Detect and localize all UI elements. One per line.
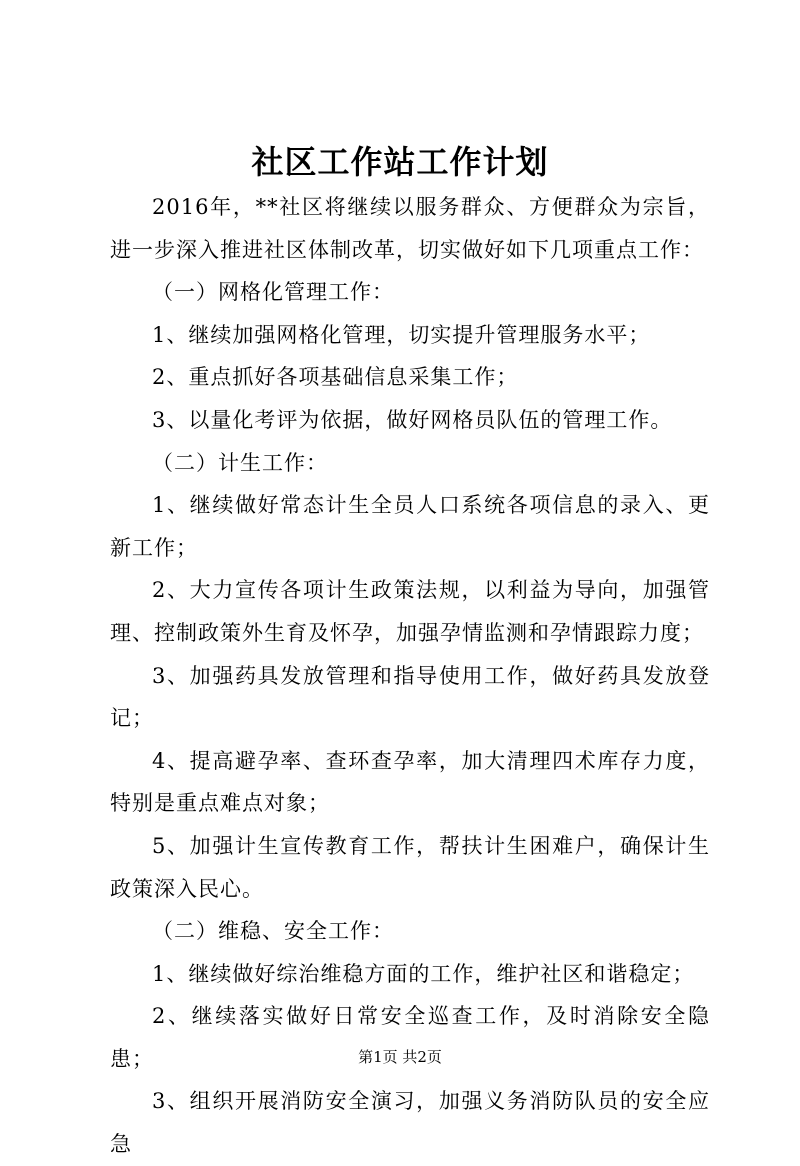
list-item: 3、组织开展消防安全演习，加强义务消防队员的安全应急 bbox=[110, 1089, 710, 1157]
list-item: 3、加强药具发放管理和指导使用工作，做好药具发放登记； bbox=[110, 663, 710, 731]
document-title: 社区工作站工作计划 bbox=[251, 143, 549, 181]
list-item: 4、提高避孕率、查环查孕率，加大清理四术库存力度，特别是重点难点对象； bbox=[110, 748, 710, 816]
document-body bbox=[110, 186, 710, 1166]
list-item: 1、继续做好常态计生全员人口系统各项信息的录入、更新工作； bbox=[110, 493, 710, 560]
list-item: 5、加强计生宣传教育工作，帮扶计生困难户，确保计生政策深入民心。 bbox=[110, 833, 710, 901]
page-footer: 第1页 共2页 bbox=[358, 1048, 442, 1066]
section-heading-stability-safety: （二）维稳、安全工作： bbox=[152, 919, 394, 944]
list-item: 1、继续做好综治维稳方面的工作，维护社区和谐稳定； bbox=[152, 961, 695, 986]
list-item: 2、大力宣传各项计生政策法规，以利益为导向，加强管理、控制政策外生育及怀孕，加强孕情监测和孕情跟踪力度； bbox=[110, 578, 710, 645]
paragraph-intro: 2016年，**社区将继续以服务群众、方便群众为宗旨，进一步深入推进社区体制改革，切实做好如下几项重点工作： bbox=[110, 195, 710, 262]
section-heading-grid: （一）网格化管理工作： bbox=[152, 280, 394, 305]
list-item: 3、以量化考评为依据，做好网格员队伍的管理工作。 bbox=[152, 407, 673, 432]
list-item: 2、重点抓好各项基础信息采集工作； bbox=[152, 365, 519, 390]
list-item: 1、继续加强网格化管理，切实提升管理服务水平； bbox=[152, 322, 651, 347]
section-heading-family-planning: （二）计生工作： bbox=[152, 450, 328, 475]
list-item: 2、继续落实做好日常安全巡查工作，及时消除安全隐患； bbox=[110, 1004, 710, 1071]
